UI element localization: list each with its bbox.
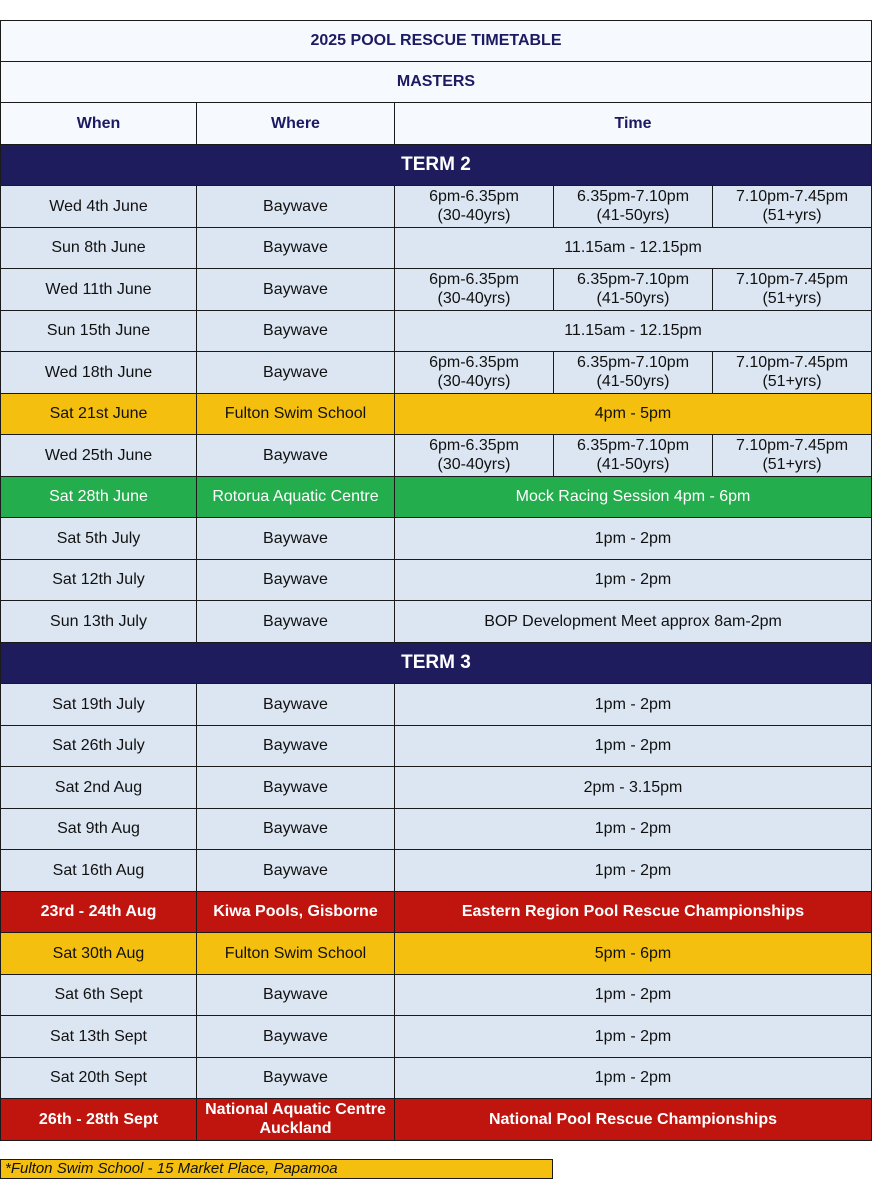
table-row — [0, 601, 872, 643]
header-where: Where — [197, 103, 395, 144]
table-row — [0, 186, 872, 228]
where-cell: Baywave — [197, 850, 395, 891]
where-cell: Baywave — [197, 560, 395, 601]
where-cell: Baywave — [197, 726, 395, 767]
slot-time: 6pm-6.35pm — [429, 271, 519, 289]
table-row — [0, 726, 872, 768]
where-cell: Baywave — [197, 1058, 395, 1099]
timetable — [0, 20, 872, 1141]
table-row — [0, 892, 872, 934]
when-cell: Sat 26th July — [0, 726, 197, 767]
when-cell: Wed 18th June — [0, 352, 197, 393]
table-row — [0, 518, 872, 560]
table-row — [0, 809, 872, 851]
slot-time: 7.10pm-7.45pm — [735, 188, 849, 206]
time-cell: 11.15am - 12.15pm — [395, 311, 872, 352]
slot-time: 6.35pm-7.10pm — [576, 188, 690, 206]
term-label: TERM 2 — [0, 145, 872, 186]
when-cell: Sat 21st June — [0, 394, 197, 435]
slot-41-50 — [554, 269, 713, 310]
time-cell: National Pool Rescue Championships — [395, 1099, 872, 1140]
time-cell: 1pm - 2pm — [395, 1016, 872, 1057]
term-header — [0, 145, 872, 187]
term-header — [0, 643, 872, 685]
table-row — [0, 560, 872, 602]
page-title: 2025 POOL RESCUE TIMETABLE — [0, 21, 872, 61]
slot-30-40 — [395, 269, 554, 310]
slot-age: (30-40yrs) — [437, 373, 511, 391]
when-cell: Sat 2nd Aug — [0, 767, 197, 808]
when-cell: Sun 8th June — [0, 228, 197, 269]
where-line: National Aquatic Centre — [205, 1101, 386, 1119]
when-cell: Sat 28th June — [0, 477, 197, 518]
time-cell: 2pm - 3.15pm — [395, 767, 872, 808]
when-cell: Sun 15th June — [0, 311, 197, 352]
where-cell: Baywave — [197, 1016, 395, 1057]
when-cell: Sat 5th July — [0, 518, 197, 559]
when-cell: Sat 30th Aug — [0, 933, 197, 974]
slot-30-40 — [395, 352, 554, 393]
table-row — [0, 933, 872, 975]
time-cell: 1pm - 2pm — [395, 726, 872, 767]
time-cell: 1pm - 2pm — [395, 809, 872, 850]
slot-time: 6pm-6.35pm — [429, 188, 519, 206]
slot-age: (30-40yrs) — [437, 456, 511, 474]
when-cell: Sat 13th Sept — [0, 1016, 197, 1057]
slot-30-40 — [395, 186, 554, 227]
slot-age: (51+yrs) — [762, 290, 822, 308]
table-row — [0, 477, 872, 519]
slot-time: 6.35pm-7.10pm — [576, 271, 690, 289]
where-cell: Baywave — [197, 684, 395, 725]
where-cell: Baywave — [197, 975, 395, 1016]
time-cell: 1pm - 2pm — [395, 1058, 872, 1099]
table-row — [0, 975, 872, 1017]
title-row — [0, 20, 872, 62]
where-cell: Baywave — [197, 601, 395, 642]
where-cell: Baywave — [197, 228, 395, 269]
slot-age: (41-50yrs) — [596, 290, 670, 308]
where-cell: Fulton Swim School — [197, 933, 395, 974]
when-cell: 23rd - 24th Aug — [0, 892, 197, 933]
slot-51-plus — [713, 435, 872, 476]
slot-age: (30-40yrs) — [437, 290, 511, 308]
slot-age: (41-50yrs) — [596, 456, 670, 474]
time-cell: Eastern Region Pool Rescue Championships — [395, 892, 872, 933]
when-cell: Sat 20th Sept — [0, 1058, 197, 1099]
table-row — [0, 228, 872, 270]
table-row — [0, 1099, 872, 1141]
where-cell: Baywave — [197, 767, 395, 808]
time-cell: 1pm - 2pm — [395, 684, 872, 725]
column-header-row — [0, 103, 872, 145]
when-cell: Sat 12th July — [0, 560, 197, 601]
slot-51-plus — [713, 352, 872, 393]
where-cell: Baywave — [197, 352, 395, 393]
where-line: Auckland — [259, 1120, 332, 1138]
slot-41-50 — [554, 186, 713, 227]
table-row — [0, 1016, 872, 1058]
slot-time: 6.35pm-7.10pm — [576, 354, 690, 372]
where-cell: Rotorua Aquatic Centre — [197, 477, 395, 518]
when-cell: Wed 11th June — [0, 269, 197, 310]
slot-age: (41-50yrs) — [596, 207, 670, 225]
where-cell: Baywave — [197, 269, 395, 310]
time-cell: 1pm - 2pm — [395, 518, 872, 559]
where-cell: Baywave — [197, 809, 395, 850]
slot-age: (51+yrs) — [762, 373, 822, 391]
slot-time: 7.10pm-7.45pm — [735, 271, 849, 289]
slot-age: (30-40yrs) — [437, 207, 511, 225]
table-row — [0, 352, 872, 394]
slot-time: 7.10pm-7.45pm — [735, 437, 849, 455]
time-cell: BOP Development Meet approx 8am-2pm — [395, 601, 872, 642]
table-row — [0, 1058, 872, 1100]
subtitle-row — [0, 62, 872, 104]
slot-time: 6.35pm-7.10pm — [576, 437, 690, 455]
slot-51-plus — [713, 186, 872, 227]
term-label: TERM 3 — [0, 643, 872, 684]
table-row — [0, 269, 872, 311]
where-cell: Baywave — [197, 435, 395, 476]
when-cell: Wed 4th June — [0, 186, 197, 227]
slot-age: (51+yrs) — [762, 456, 822, 474]
time-cell: 5pm - 6pm — [395, 933, 872, 974]
slot-time: 6pm-6.35pm — [429, 437, 519, 455]
time-cell: Mock Racing Session 4pm - 6pm — [395, 477, 872, 518]
when-cell: 26th - 28th Sept — [0, 1099, 197, 1140]
time-cell: 1pm - 2pm — [395, 850, 872, 891]
when-cell: Sat 19th July — [0, 684, 197, 725]
slot-age: (41-50yrs) — [596, 373, 670, 391]
slot-age: (51+yrs) — [762, 207, 822, 225]
where-cell: Baywave — [197, 186, 395, 227]
time-cell: 11.15am - 12.15pm — [395, 228, 872, 269]
slot-41-50 — [554, 435, 713, 476]
footnote: *Fulton Swim School - 15 Market Place, Papamoa — [0, 1159, 553, 1179]
time-cell: 1pm - 2pm — [395, 560, 872, 601]
table-row — [0, 311, 872, 353]
time-cell: 4pm - 5pm — [395, 394, 872, 435]
where-cell: Fulton Swim School — [197, 394, 395, 435]
time-cell: 1pm - 2pm — [395, 975, 872, 1016]
slot-51-plus — [713, 269, 872, 310]
table-row — [0, 850, 872, 892]
when-cell: Sat 9th Aug — [0, 809, 197, 850]
slot-41-50 — [554, 352, 713, 393]
when-cell: Wed 25th June — [0, 435, 197, 476]
where-cell — [197, 1099, 395, 1140]
slot-time: 7.10pm-7.45pm — [735, 354, 849, 372]
header-when: When — [0, 103, 197, 144]
table-row — [0, 394, 872, 436]
page-subtitle: MASTERS — [0, 62, 872, 103]
table-row — [0, 435, 872, 477]
slot-30-40 — [395, 435, 554, 476]
header-time: Time — [395, 103, 872, 144]
table-row — [0, 684, 872, 726]
table-row — [0, 767, 872, 809]
where-cell: Kiwa Pools, Gisborne — [197, 892, 395, 933]
when-cell: Sat 16th Aug — [0, 850, 197, 891]
when-cell: Sun 13th July — [0, 601, 197, 642]
slot-time: 6pm-6.35pm — [429, 354, 519, 372]
when-cell: Sat 6th Sept — [0, 975, 197, 1016]
where-cell: Baywave — [197, 311, 395, 352]
where-cell: Baywave — [197, 518, 395, 559]
